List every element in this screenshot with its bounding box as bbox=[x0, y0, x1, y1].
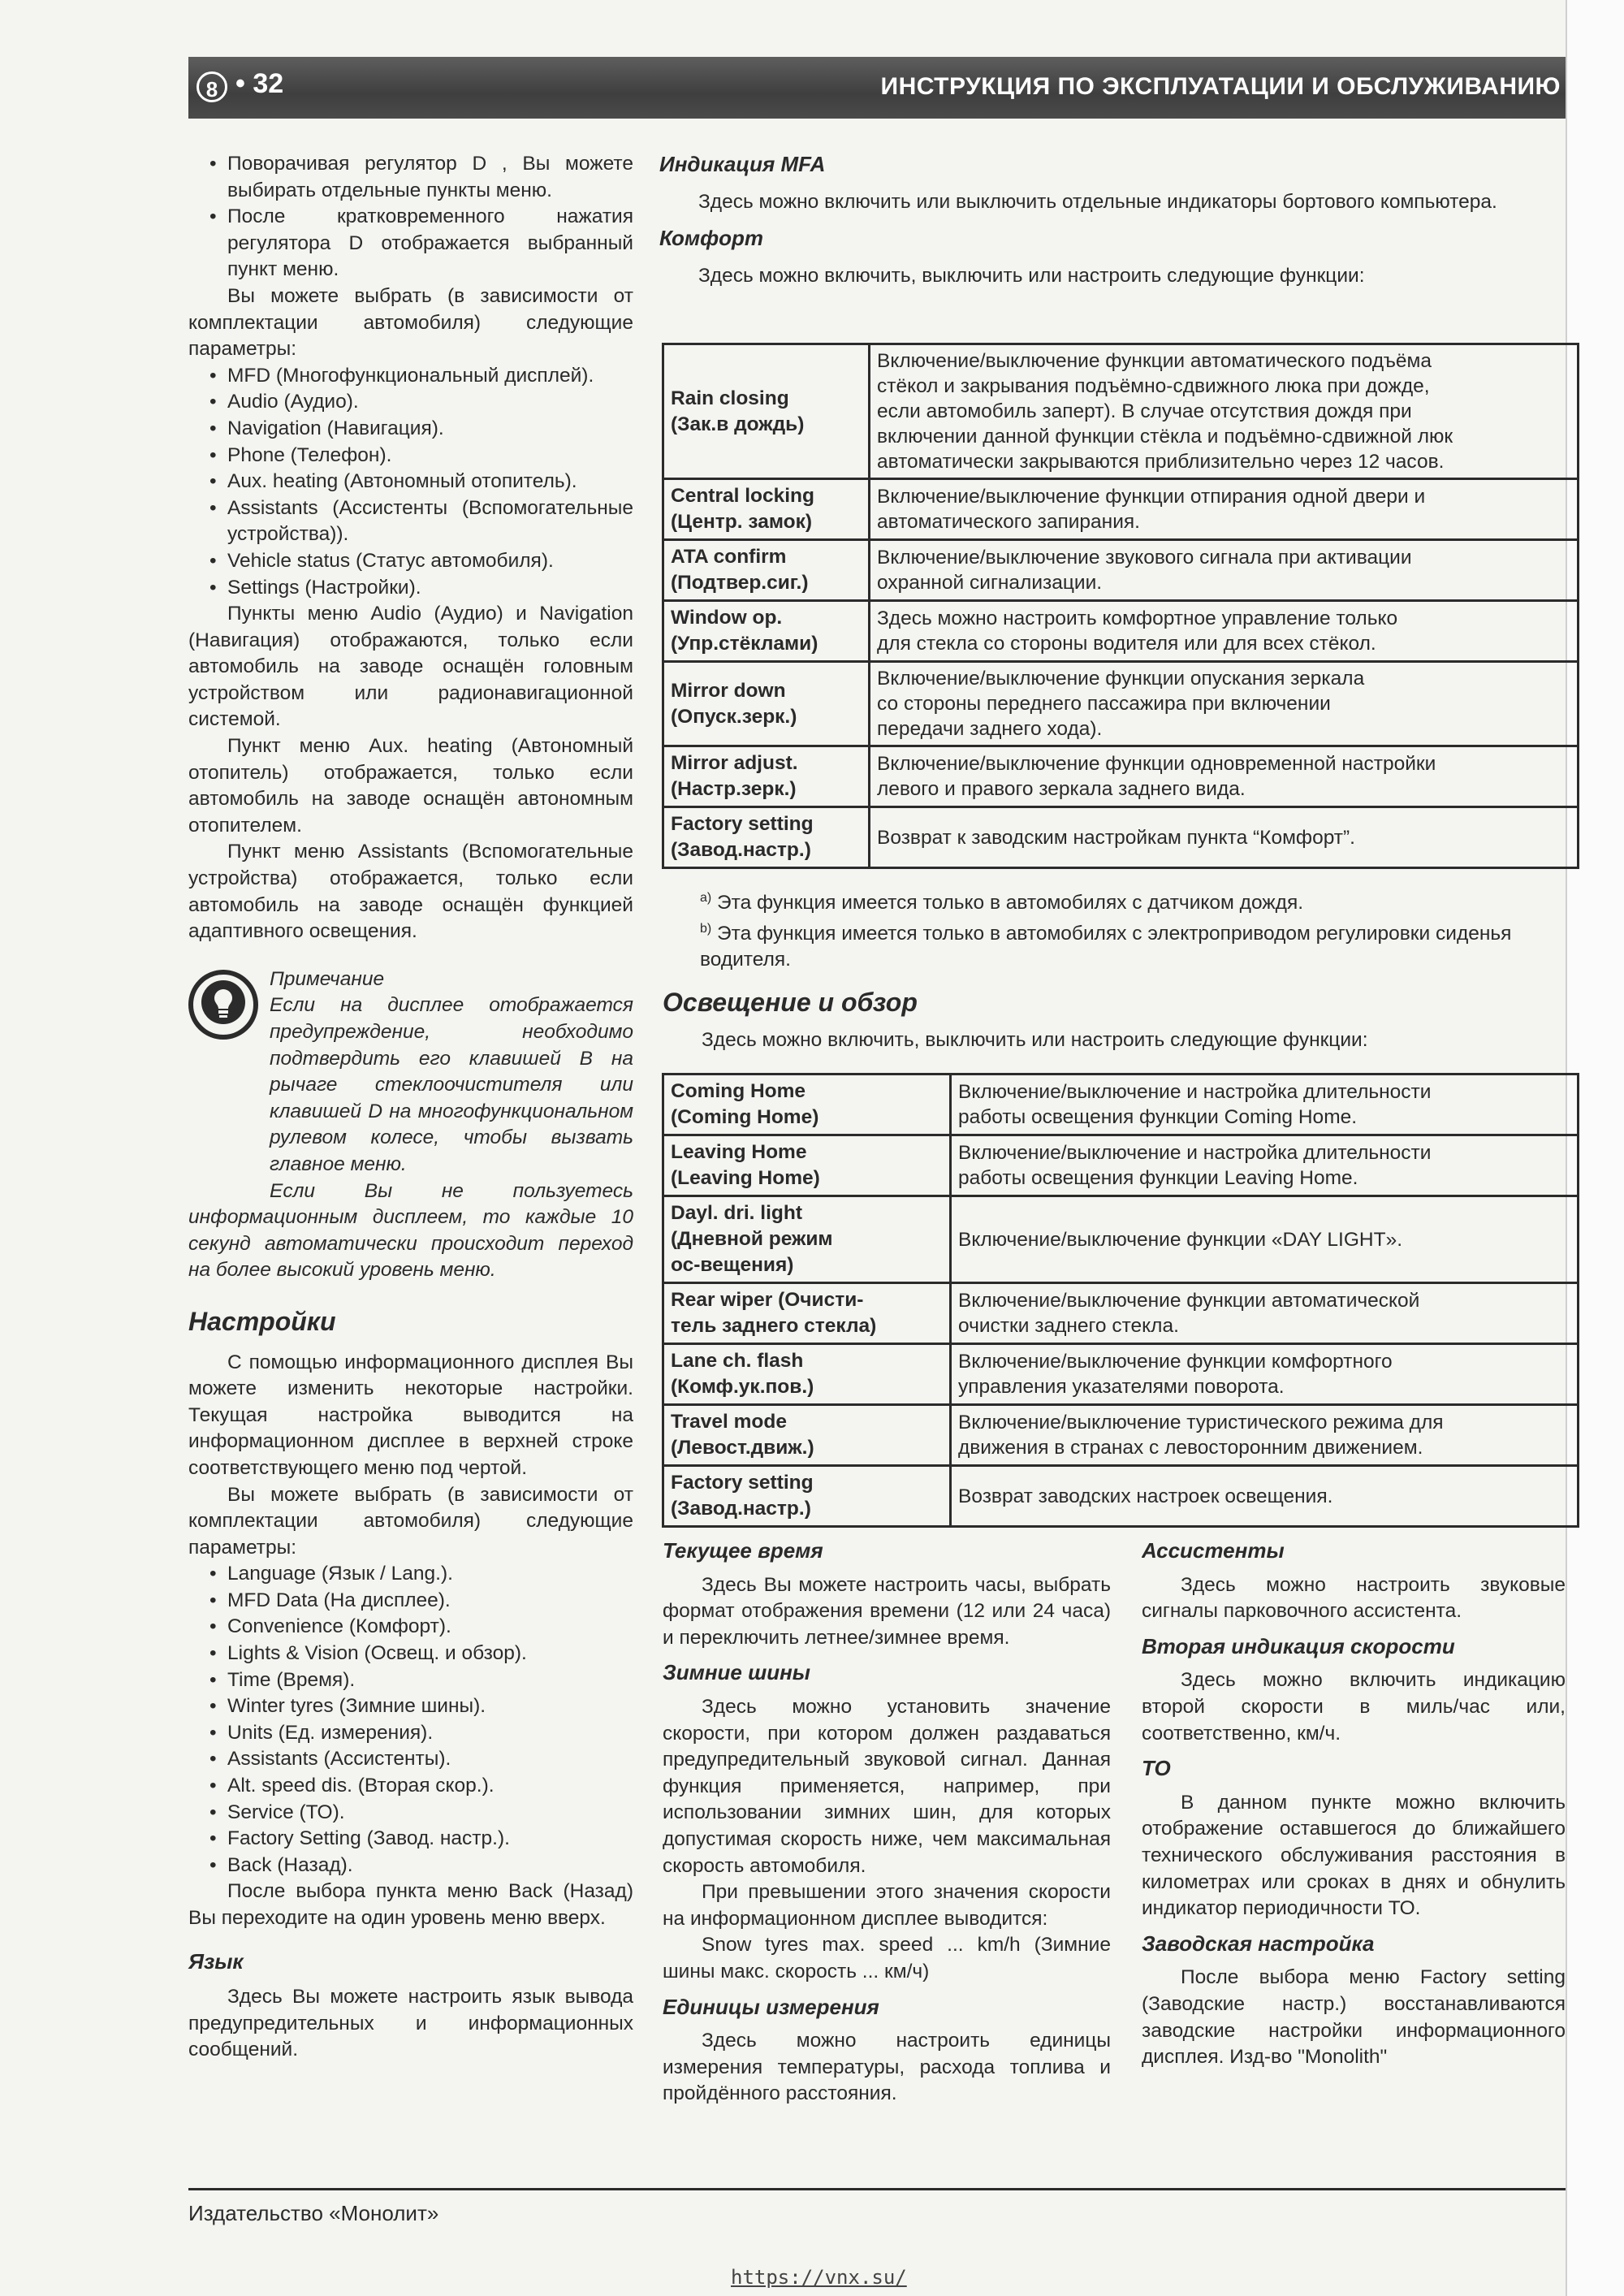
right-upper-column bbox=[659, 151, 1566, 289]
bullet-item: • Aux. heating (Автономный отопитель). bbox=[188, 469, 633, 495]
comfort-table-row bbox=[663, 344, 1579, 479]
bullet-item: • Assistants (Ассистенты (Вспомогательные устройства)). bbox=[188, 495, 633, 548]
bullet-item: • Back (Назад). bbox=[188, 1853, 633, 1879]
paragraph: С помощью информационного дисплея Вы можете изменить некоторые настройки. Текущая настройка выводится на информационном дисплее в верхней строке соответствующего меню под чертой. bbox=[188, 1351, 633, 1479]
bullet-item: • После кратковременного нажатия регулятора D отображается выбранный пункт меню. bbox=[188, 204, 633, 283]
bullet-item: • Service (ТО). bbox=[188, 1800, 633, 1827]
function-description-cell: Возврат к заводским настройкам пункта “Комфорт”. bbox=[870, 807, 1579, 868]
bullet-item: • MFD (Многофункциональный дисплей). bbox=[188, 363, 633, 390]
second-speed-heading: Вторая индикация скорости bbox=[1142, 1633, 1455, 1658]
comfort-table-row bbox=[663, 540, 1579, 601]
bullet-item: • Lights & Vision (Освещ. и обзор). bbox=[188, 1641, 633, 1667]
left-column bbox=[188, 151, 633, 2064]
source-url-link[interactable]: https://vnx.su/ bbox=[731, 2266, 907, 2289]
function-name-cell: Lane ch. flash (Комф.ук.пов.) bbox=[663, 1344, 951, 1405]
mfa-text: Здесь можно включить или выключить отдельные индикаторы бортового компьютера. bbox=[698, 190, 1497, 213]
time-heading: Текущее время bbox=[663, 1538, 823, 1563]
chapter-icon: 8 bbox=[197, 71, 227, 102]
function-description-cell: Включение/выключение и настройка длительности работы освещения функции Coming Home. bbox=[951, 1074, 1579, 1135]
lighting-table-row bbox=[663, 1405, 1579, 1466]
language-heading: Язык bbox=[188, 1948, 244, 1974]
function-description-cell: Включение/выключение функции опускания зеркала со стороны переднего пассажира при включении передачи заднего хода). bbox=[870, 662, 1579, 746]
paragraph: Пункты меню Audio (Аудио) и Navigation (Навигация) отображаются, только если автомобиль на заводе оснащён головным устройством или радионавигационной системой. bbox=[188, 603, 633, 731]
lighting-table-row bbox=[663, 1283, 1579, 1344]
function-name-cell: Factory setting (Завод.настр.) bbox=[663, 807, 870, 868]
right-lower-column bbox=[1142, 1537, 1566, 2071]
function-name-cell: Window op. (Упр.стёклами) bbox=[663, 601, 870, 662]
function-description-cell: Включение/выключение функции автоматического подъёма стёкол и закрывания подъёмно-сдвижного люка при дожде, если автомобиль заперт). В случае отсутствия дождя при включении данной функции стёкла и подъёмно-сдвижной люк автоматически закрываются приблизительно через 12 часов. bbox=[870, 344, 1579, 479]
bullet-item: • Winter tyres (Зимние шины). bbox=[188, 1693, 633, 1720]
function-name-cell: Central locking (Центр. замок) bbox=[663, 479, 870, 540]
bullet-item: • Assistants (Ассистенты). bbox=[188, 1746, 633, 1773]
note-block bbox=[188, 966, 633, 1284]
lighting-table-row bbox=[663, 1196, 1579, 1283]
note-title: Примечание bbox=[270, 967, 385, 990]
function-name-cell: Mirror down (Опуск.зерк.) bbox=[663, 662, 870, 746]
function-description-cell: Включение/выключение и настройка длительности работы освещения функции Leaving Home. bbox=[951, 1135, 1579, 1196]
comfort-table-row bbox=[663, 746, 1579, 807]
function-description-cell: Возврат заводских настроек освещения. bbox=[951, 1466, 1579, 1527]
function-description-cell: Здесь можно настроить комфортное управление только для стекла со стороны водителя или для всех стёкол. bbox=[870, 601, 1579, 662]
page-number: • 32 bbox=[235, 68, 284, 99]
comfort-functions-table bbox=[662, 343, 1579, 869]
lightbulb-icon bbox=[188, 970, 258, 1040]
bullet-item: • Factory Setting (Завод. настр.). bbox=[188, 1826, 633, 1853]
winter-text-3: Snow tyres max. speed ... km/h (Зимние шины макс. скорость ... км/ч) bbox=[663, 1934, 1111, 1983]
footnote-a: $^{a)}$ Эта функция имеется только в автомобилях с датчиком дождя. bbox=[700, 891, 1304, 915]
function-name-cell: Mirror adjust. (Настр.зерк.) bbox=[663, 746, 870, 807]
winter-heading: Зимние шины bbox=[663, 1660, 810, 1685]
settings-text bbox=[188, 1350, 633, 1932]
function-description-cell: Включение/выключение туристического режима для движения в странах с левосторонним движением. bbox=[951, 1405, 1579, 1466]
footer-rule bbox=[188, 2188, 1566, 2190]
function-name-cell: Dayl. dri. light (Дневной режим ос-вещения) bbox=[663, 1196, 951, 1283]
bullet-item: • Time (Время). bbox=[188, 1667, 633, 1694]
second-speed-text: Здесь можно включить индикацию второй скорости в миль/час или, соответственно, км/ч. bbox=[1142, 1669, 1566, 1745]
bullet-item: • Phone (Телефон). bbox=[188, 443, 633, 469]
language-text: Здесь Вы можете настроить язык вывода предупредительных и информационных сообщений. bbox=[188, 1986, 633, 2061]
lighting-table-row bbox=[663, 1135, 1579, 1196]
comfort-table-row bbox=[663, 807, 1579, 868]
bullet-item: • Поворачивая регулятор D , Вы можете выбирать отдельные пункты меню. bbox=[188, 151, 633, 204]
comfort-intro: Здесь можно включить, выключить или настроить следующие функции: bbox=[698, 264, 1365, 287]
lighting-table-row bbox=[663, 1344, 1579, 1405]
left-intro-text bbox=[188, 151, 633, 945]
function-description-cell: Включение/выключение функции «DAY LIGHT». bbox=[951, 1196, 1579, 1283]
bullet-item: • Alt. speed dis. (Вторая скор.). bbox=[188, 1773, 633, 1800]
winter-text-1: Здесь можно установить значение скорости, при котором должен раздаваться предупредительный звуковой сигнал. Данная функция применяется, например, при использовании зимних шин, для которых допустимая скорость ниже, чем максимальная скорость автомобиля. bbox=[663, 1695, 1111, 1877]
footnote-b: $^{b)}$ Эта функция имеется только в автомобилях с электроприводом регулировки сиденья водителя. bbox=[700, 922, 1512, 971]
bullet-item: • Settings (Настройки). bbox=[188, 575, 633, 602]
service-heading: ТО bbox=[1142, 1756, 1171, 1781]
function-description-cell: Включение/выключение функции автоматической очистки заднего стекла. bbox=[951, 1283, 1579, 1344]
page-header-band bbox=[188, 57, 1566, 119]
bullet-item: • Navigation (Навигация). bbox=[188, 416, 633, 443]
factory-text: После выбора меню Factory setting (Заводские настр.) восстанавливаются заводские настройки информационного дисплея. Изд-во "Monolith" bbox=[1142, 1966, 1566, 2069]
paragraph: Вы можете выбрать (в зависимости от комплектации автомобиля) следующие параметры: bbox=[188, 284, 633, 361]
factory-heading: Заводская настройка bbox=[1142, 1931, 1375, 1956]
comfort-table-row bbox=[663, 662, 1579, 746]
function-name-cell: Coming Home (Coming Home) bbox=[663, 1074, 951, 1135]
time-text: Здесь Вы можете настроить часы, выбрать формат отображения времени (12 или 24 часа) и переключить летнее/зимнее время. bbox=[663, 1573, 1111, 1649]
assistants-heading: Ассистенты bbox=[1142, 1538, 1285, 1563]
paragraph: Пункт меню Assistants (Вспомогательные устройства) отображается, только если автомобиль на заводе оснащён функцией адаптивного освещения. bbox=[188, 841, 633, 943]
lighting-heading: Освещение и обзор bbox=[663, 988, 918, 1017]
lighting-section bbox=[663, 989, 1566, 1053]
service-text: В данном пункте можно включить отображение оставшегося до ближайшего технического обслуживания расстояния в километрах или сроках в днях и обнулить индикатор периодичности ТО. bbox=[1142, 1791, 1566, 1920]
mfa-heading: Индикация MFA bbox=[659, 152, 826, 176]
winter-text-2: При превышении этого значения скорости на информационном дисплее выводится: bbox=[663, 1881, 1111, 1930]
function-name-cell: Leaving Home (Leaving Home) bbox=[663, 1135, 951, 1196]
function-description-cell: Включение/выключение функции отпирания одной двери и автоматического запирания. bbox=[870, 479, 1579, 540]
footnotes bbox=[700, 885, 1566, 973]
function-name-cell: Rain closing (Зак.в дождь) bbox=[663, 344, 870, 479]
comfort-heading: Комфорт bbox=[659, 226, 763, 251]
header-title: ИНСТРУКЦИЯ ПО ЭКСПЛУАТАЦИИ И ОБСЛУЖИВАНИЮ bbox=[880, 73, 1561, 100]
units-text: Здесь можно настроить единицы измерения температуры, расхода топлива и пройдённого расстояния. bbox=[663, 2030, 1111, 2105]
function-name-cell: Travel mode (Левост.движ.) bbox=[663, 1405, 951, 1466]
middle-column bbox=[663, 1537, 1111, 2108]
bullet-item: • Language (Язык / Lang.). bbox=[188, 1561, 633, 1588]
function-description-cell: Включение/выключение функции комфортного управления указателями поворота. bbox=[951, 1344, 1579, 1405]
function-description-cell: Включение/выключение функции одновременной настройки левого и правого зеркала заднего вида. bbox=[870, 746, 1579, 807]
note-text-1: Если на дисплее отображается предупреждение, необходимо подтвердить его клавишей B на рычаге стеклоочистителя или клавишей D на многофункциональном рулевом колесе, чтобы вызвать главное меню. bbox=[270, 994, 633, 1175]
bullet-item: • Vehicle status (Статус автомобиля). bbox=[188, 548, 633, 575]
lighting-intro: Здесь можно включить, выключить или настроить следующие функции: bbox=[702, 1028, 1368, 1051]
lighting-table-row bbox=[663, 1466, 1579, 1527]
paragraph: Пункт меню Aux. heating (Автономный отопитель) отображается, только если автомобиль на заводе оснащён автономным отопителем. bbox=[188, 735, 633, 837]
function-name-cell: Factory setting (Завод.настр.) bbox=[663, 1466, 951, 1527]
note-text-2: Если Вы не пользуетесь информационным дисплеем, то каждые 10 секунд автоматически происходит переход на более высокий уровень меню. bbox=[188, 1179, 633, 1282]
bullet-item: • Audio (Аудио). bbox=[188, 389, 633, 416]
bullet-item: • MFD Data (На дисплее). bbox=[188, 1588, 633, 1615]
assistants-text: Здесь можно настроить звуковые сигналы парковочного ассистента. bbox=[1142, 1573, 1566, 1623]
function-name-cell: Rear wiper (Очисти- тель заднего стекла) bbox=[663, 1283, 951, 1344]
publisher-name: Издательство «Монолит» bbox=[188, 2201, 439, 2225]
function-name-cell: ATA confirm (Подтвер.сиг.) bbox=[663, 540, 870, 601]
paragraph: Вы можете выбрать (в зависимости от комплектации автомобиля) следующие параметры: bbox=[188, 1483, 633, 1559]
comfort-table-row bbox=[663, 479, 1579, 540]
settings-heading: Настройки bbox=[188, 1306, 336, 1336]
units-heading: Единицы измерения bbox=[663, 1994, 879, 2019]
comfort-table-row bbox=[663, 601, 1579, 662]
lighting-table-row bbox=[663, 1074, 1579, 1135]
bullet-item: • Units (Ед. измерения). bbox=[188, 1720, 633, 1747]
paragraph: После выбора пункта меню Back (Назад) Вы переходите на один уровень меню вверх. bbox=[188, 1880, 633, 1929]
lighting-functions-table bbox=[662, 1073, 1579, 1528]
bullet-item: • Convenience (Комфорт). bbox=[188, 1614, 633, 1641]
function-description-cell: Включение/выключение звукового сигнала при активации охранной сигнализации. bbox=[870, 540, 1579, 601]
